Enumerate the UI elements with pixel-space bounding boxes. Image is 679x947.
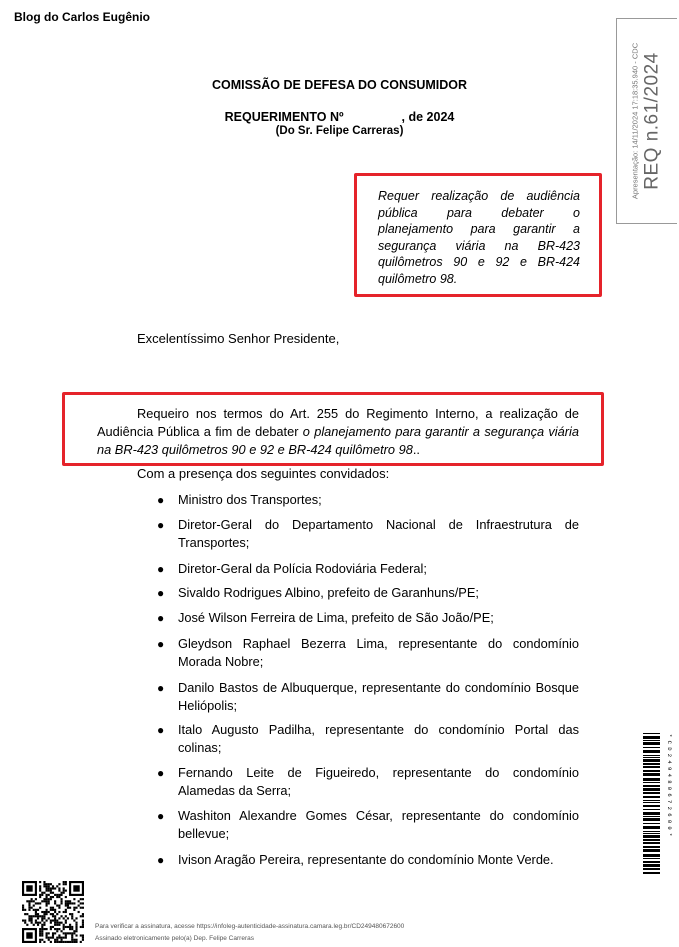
body-italic-text: o planejamento para garantir a segurança viária na BR-423 quilômetros 90 e 92 e BR-424 quilômetro 98 (97, 424, 579, 457)
request-title (0, 110, 679, 124)
guest-item: ● Italo Augusto Padilha, representante do condomínio Portal das colinas; (157, 722, 579, 755)
barcode-text: * C D 2 4 9 4 8 0 6 7 2 6 0 0 * (666, 734, 673, 837)
request-body (97, 405, 579, 459)
bullet-icon: ● (157, 766, 165, 780)
commission-title: COMISSÃO DE DEFESA DO CONSUMIDOR (211, 78, 468, 92)
guest-item: ● Washiton Alexandre Gomes César, representante do condomínio bellevue; (157, 808, 579, 841)
guest-item: ● Ministro dos Transportes; (157, 492, 322, 507)
bullet-icon: ● (157, 586, 165, 600)
presence-intro: Com a presença dos seguintes convidados: (137, 466, 390, 481)
ementa-text: Requer realização de audiência pública para debater o planejamento para garantir a segurança viária na BR-423 quilômetros 90 e 92 e BR-424 quilômetro 98. (378, 189, 580, 286)
bullet-icon: ● (157, 562, 165, 576)
request-suffix: , de 2024 (401, 110, 455, 124)
request-code: REQ n.61/2024 (641, 52, 663, 190)
bullet-icon: ● (157, 681, 165, 695)
verification-note: Para verificar a assinatura, acesse https://infoleg-autenticidade-assinatura.camara.leg.br/CD249480672600 (95, 923, 405, 930)
guest-item: ● Diretor-Geral do Departamento Nacional de Infraestrutura de Transportes; (157, 517, 579, 550)
guest-item: ● Fernando Leite de Figueiredo, representante do condomínio Alamedas da Serra; (157, 765, 579, 798)
guest-item: ● Sivaldo Rodrigues Albino, prefeito de Garanhuns/PE; (157, 585, 479, 600)
guest-item: ● Ivison Aragão Pereira, representante do condomínio Monte Verde. (157, 852, 554, 867)
presentation-date: Apresentação: 14/11/2024 17:18:35.940 - CDC (630, 42, 640, 200)
guest-item: ● Gleydson Raphael Bezerra Lima, representante do condomínio Morada Nobre; (157, 636, 579, 669)
bullet-icon: ● (157, 809, 165, 823)
bullet-icon: ● (157, 853, 165, 867)
bullet-icon: ● (157, 637, 165, 651)
greeting: Excelentíssimo Senhor Presidente, (137, 331, 340, 346)
body-end: .. (412, 442, 420, 457)
request-prefix: REQUERIMENTO Nº (224, 110, 344, 124)
request-author: (Do Sr. Felipe Carreras) (275, 125, 404, 137)
bullet-icon: ● (157, 518, 165, 532)
guest-item: ● José Wilson Ferreira de Lima, prefeito de São João/PE; (157, 610, 494, 625)
barcode-icon (643, 733, 673, 875)
bullet-icon: ● (157, 493, 165, 507)
bullet-icon: ● (157, 723, 165, 737)
signature-note: Assinado eletronicamente pelo(a) Dep. Felipe Carreras (95, 935, 254, 942)
guest-item: ● Danilo Bastos de Albuquerque, representante do condomínio Bosque Heliópolis; (157, 680, 579, 713)
body-plain-text: Requeiro nos termos do Art. 255 do Regimento Interno, a realização de Audiência Pública a fim de debater (97, 406, 579, 439)
bullet-icon: ● (157, 611, 165, 625)
blog-name: Blog do Carlos Eugênio (14, 10, 151, 24)
guest-item: ● Diretor-Geral da Polícia Rodoviária Federal; (157, 561, 427, 576)
qr-code-icon (22, 881, 84, 943)
